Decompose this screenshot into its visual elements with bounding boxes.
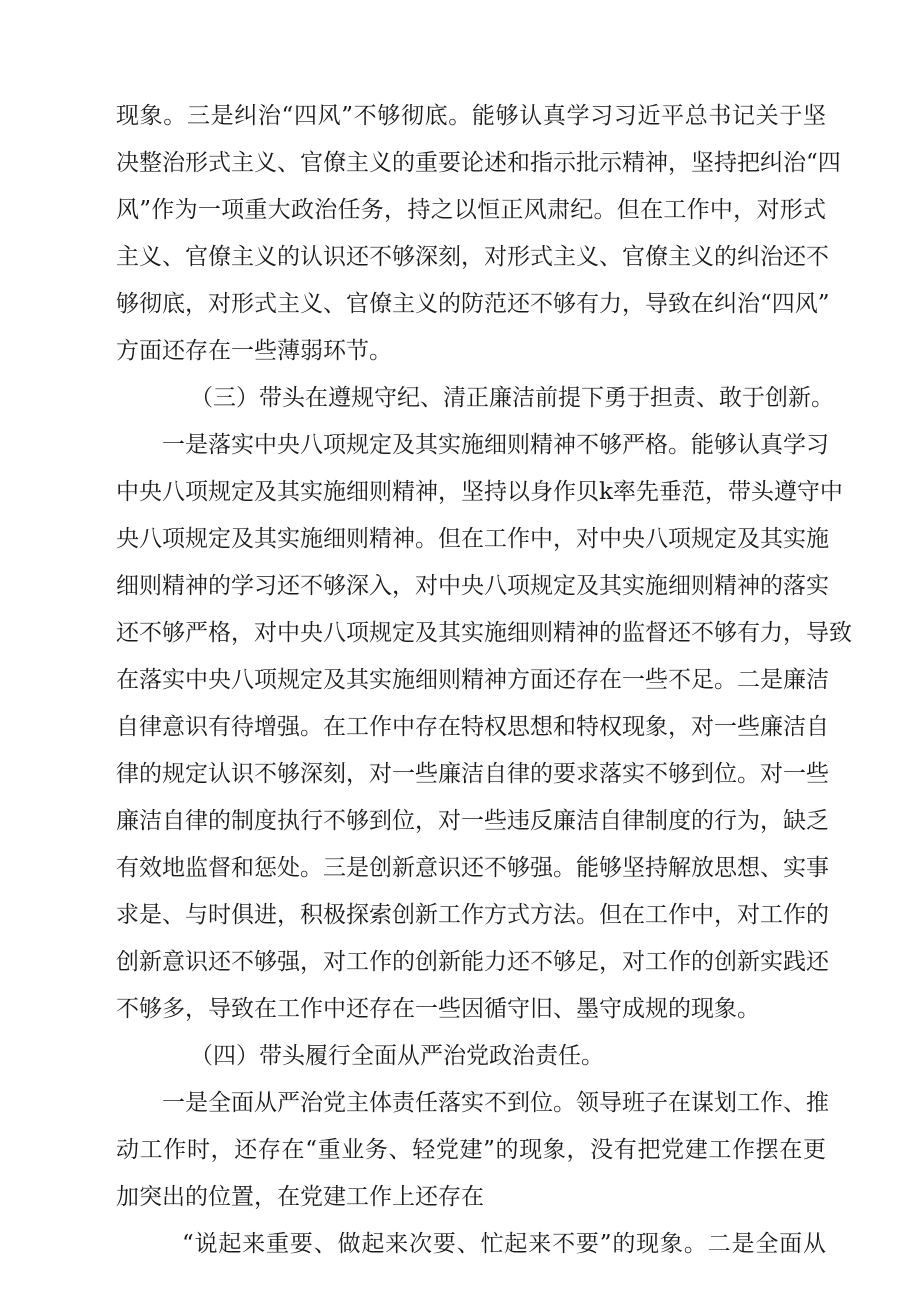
text-line: 够彻底，对形式主义、官僚主义的防范还不够有力，导致在纠治“四风” xyxy=(116,291,830,317)
text-line: 有效地监督和惩处。三是创新意识还不够强。能够坚持解放思想、实事 xyxy=(116,855,829,881)
text-line: 不够多，导致在工作中还存在一些因循守旧、墨守成规的现象。 xyxy=(116,996,760,1022)
text-line: 律的规定认识不够深刻，对一些廉洁自律的要求落实不够到位。对一些 xyxy=(116,761,829,787)
text-line: 求是、与时俱进，积极探索创新工作方式方法。但在工作中，对工作的 xyxy=(116,902,829,928)
text-line: 还不够严格，对中央八项规定及其实施细则精神的监督还不够有力，导致 xyxy=(116,620,852,646)
text-line: 一是落实中央八项规定及其实施细则精神不够严格。能够认真学习 xyxy=(162,432,829,458)
section-heading-3: （三）带头在遵规守纪、清正廉洁前提下勇于担责、敢于创新。 xyxy=(190,385,834,411)
text-line: 创新意识还不够强，对工作的创新能力还不够足，对工作的创新实践还 xyxy=(116,949,829,975)
text-line: “说起来重要、做起来次要、忙起来不要”的现象。二是全面从 xyxy=(182,1231,826,1257)
text-line: 风”作为一项重大政治任务，持之以恒正风肃纪。但在工作中，对形式 xyxy=(116,197,826,223)
text-line: 现象。三是纠治“四风”不够彻底。能够认真学习习近平总书记关于坚 xyxy=(116,103,826,129)
text-line: 细则精神的学习还不够深入，对中央八项规定及其实施细则精神的落实 xyxy=(116,573,829,599)
text-line: 动工作时，还存在“重业务、轻党建”的现象，没有把党建工作摆在更 xyxy=(116,1137,826,1163)
text-line: 方面还存在一些薄弱环节。 xyxy=(116,338,392,364)
text-line: 一是全面从严治党主体责任落实不到位。领导班子在谋划工作、推 xyxy=(162,1090,829,1116)
text-line: 加突出的位置，在党建工作上还存在 xyxy=(116,1184,484,1210)
text-line: 央八项规定及其实施细则精神。但在工作中，对中央八项规定及其实施 xyxy=(116,526,829,552)
text-line: 决整治形式主义、官僚主义的重要论述和指示批示精神，坚持把纠治“四 xyxy=(116,150,841,176)
text-line: 廉洁自律的制度执行不够到位，对一些违反廉洁自律制度的行为，缺乏 xyxy=(116,808,829,834)
text-line: 中央八项规定及其实施细则精神，坚持以身作贝k率先垂范，带头遵守中 xyxy=(116,479,843,505)
text-line: 自律意识有待增强。在工作中存在特权思想和特权现象，对一些廉洁自 xyxy=(116,714,829,740)
section-heading-4: （四）带头履行全面从严治党政治责任。 xyxy=(190,1043,604,1069)
text-line: 主义、官僚主义的认识还不够深刻，对形式主义、官僚主义的纠治还不 xyxy=(116,244,829,270)
text-line: 在落实中央八项规定及其实施细则精神方面还存在一些不足。二是廉洁 xyxy=(116,667,829,693)
